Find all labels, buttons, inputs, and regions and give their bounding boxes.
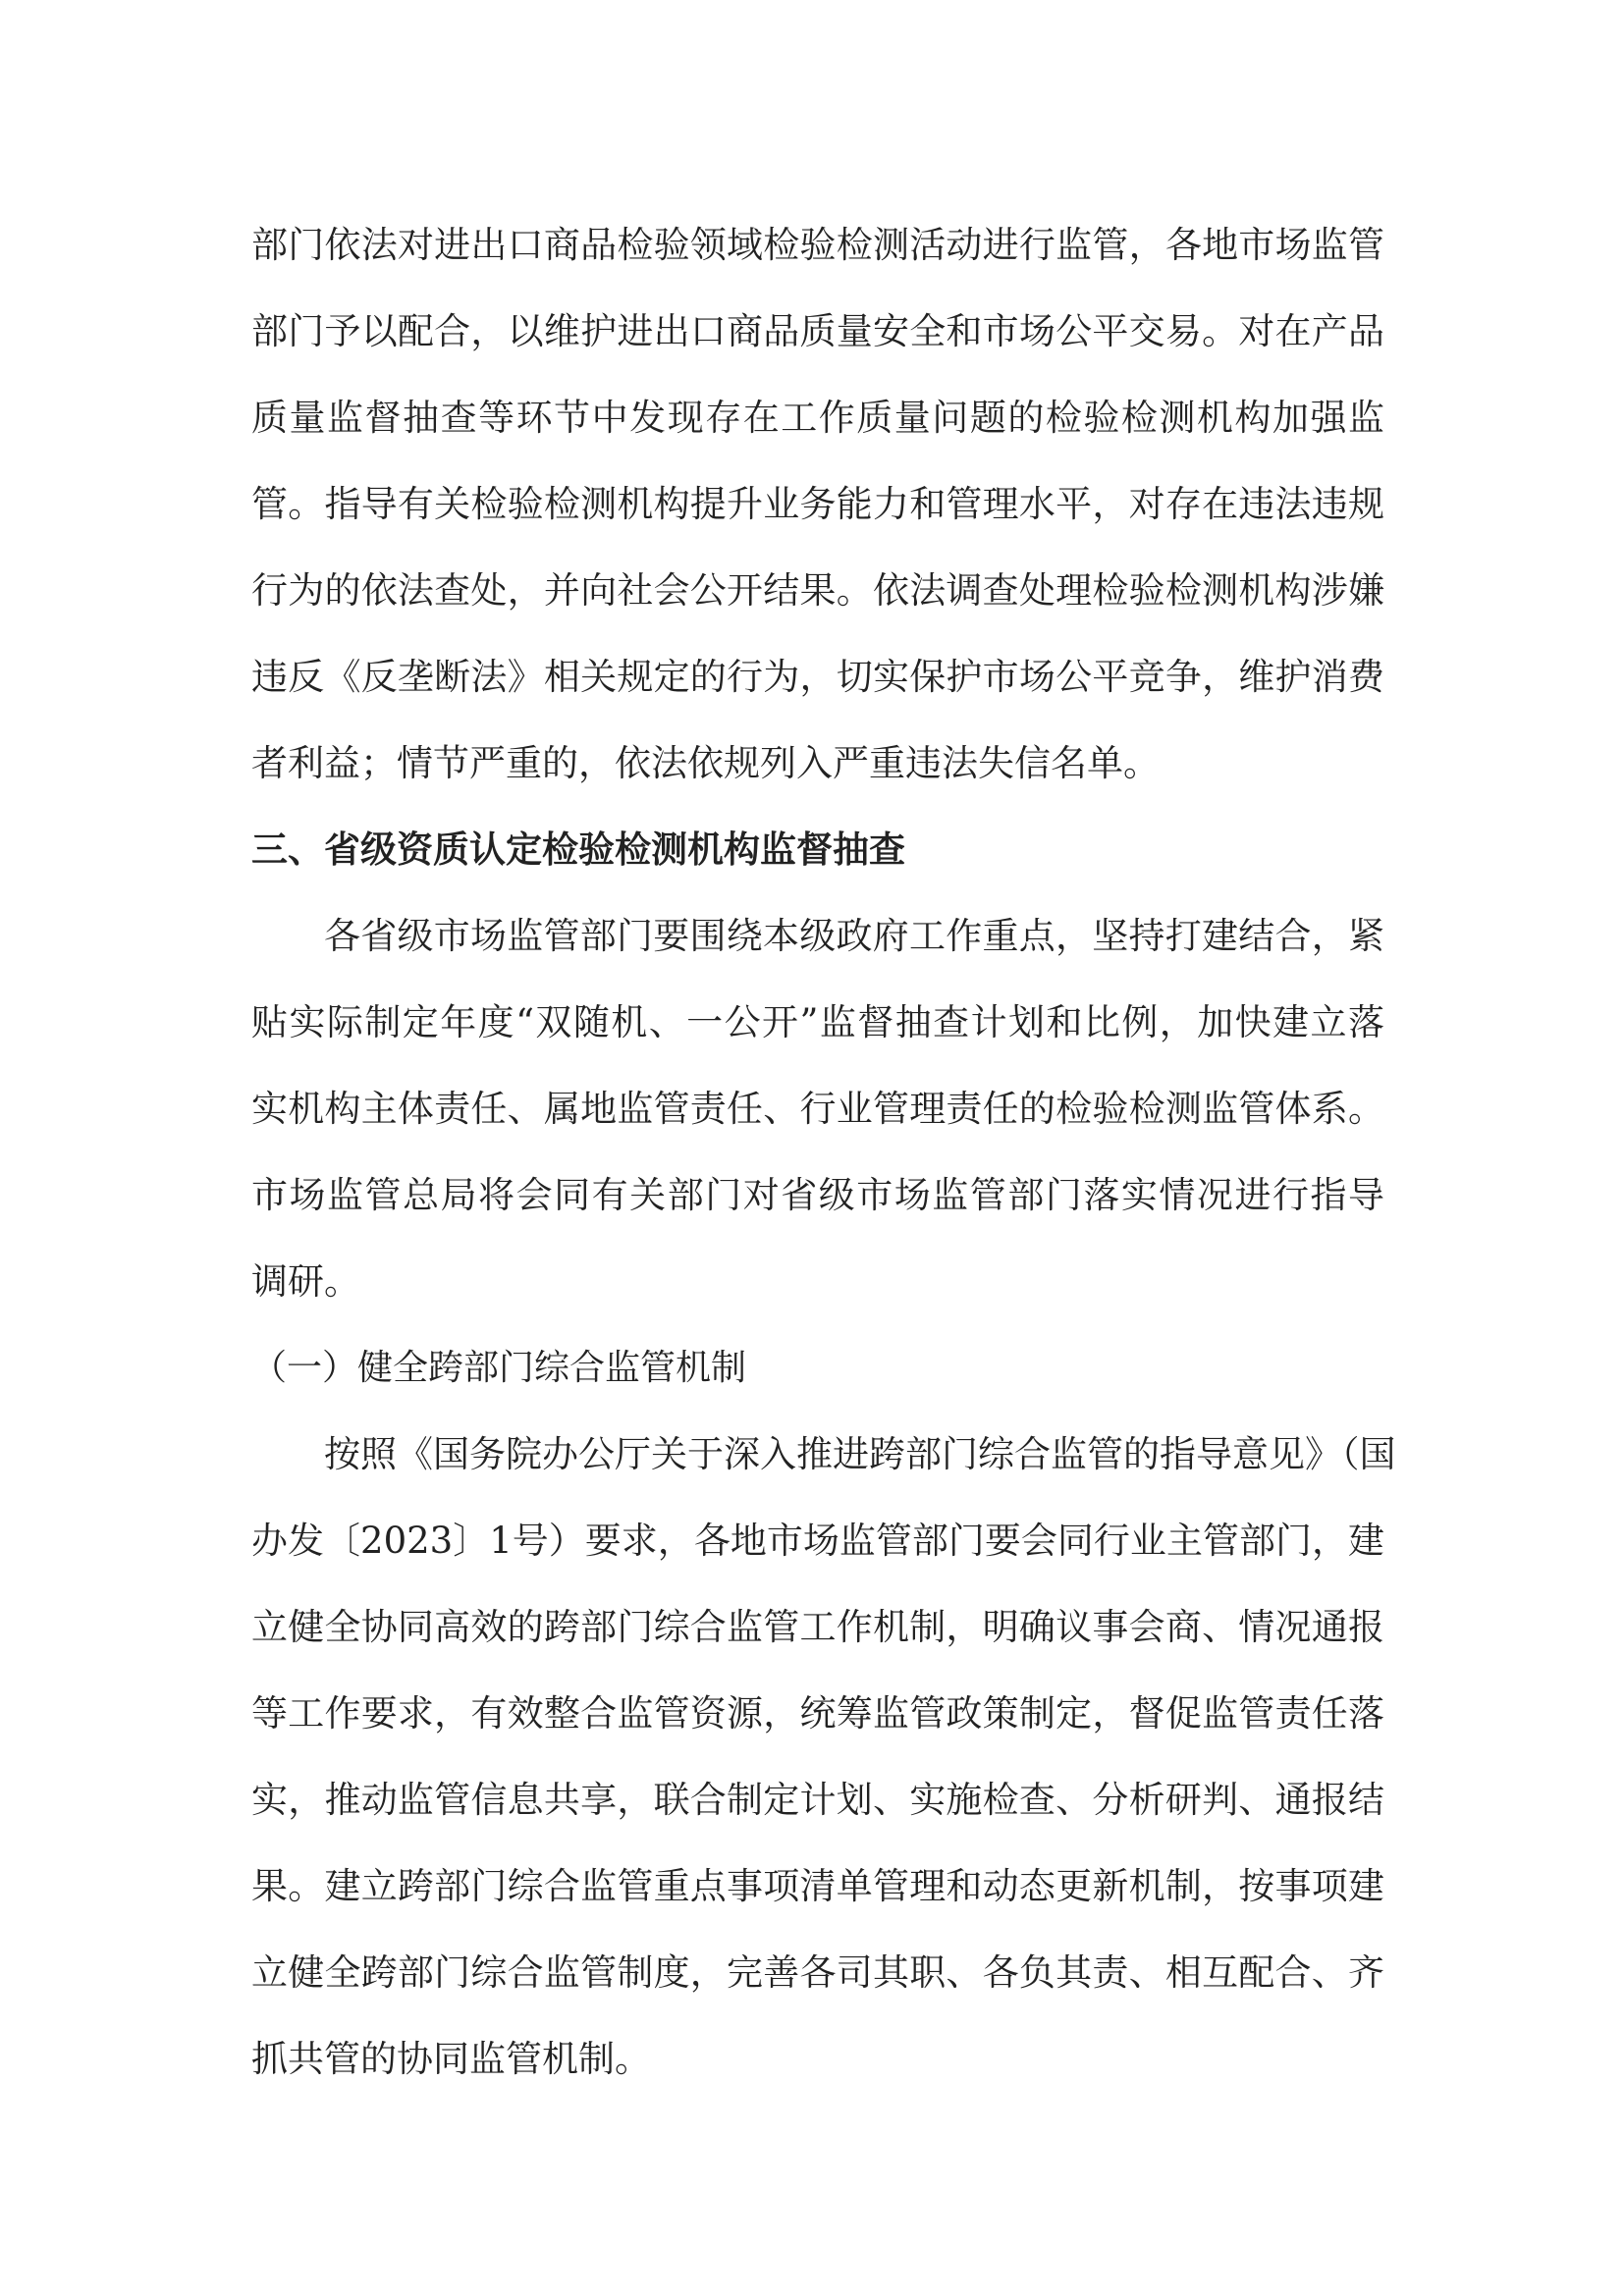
paragraph-line: 按照《国务院办公厅关于深入推进跨部门综合监管的指导意见》（国 <box>324 1433 1396 1475</box>
paragraph-line: 违反《反垄断法》相关规定的行为，切实保护市场公平竞争，维护消费 <box>251 656 1384 698</box>
paragraph-line: 调研。 <box>251 1260 360 1303</box>
paragraph-line: 果。建立跨部门综合监管重点事项清单管理和动态更新机制，按事项建 <box>251 1865 1384 1907</box>
paragraph-provincial-inspection <box>251 893 1384 1325</box>
subsection-heading-1: （一）健全跨部门综合监管机制 <box>251 1348 747 1388</box>
paragraph-line: 抓共管的协同监管机制。 <box>251 2038 651 2080</box>
paragraph-line: 市场监管总局将会同有关部门对省级市场监管部门落实情况进行指导 <box>251 1174 1384 1216</box>
paragraph-supervision-import-export <box>251 202 1384 807</box>
paragraph-line: 贴实际制定年度“双随机、一公开”监督抽查计划和比例，加快建立落 <box>251 1001 1384 1043</box>
paragraph-line: 质量监督抽查等环节中发现存在工作质量问题的检验检测机构加强监 <box>251 397 1384 439</box>
section-heading-3: 三、省级资质认定检验检测机构监督抽查 <box>251 828 905 871</box>
paragraph-line: 部门予以配合，以维护进出口商品质量安全和市场公平交易。对在产品 <box>251 310 1384 352</box>
paragraph-line: 行为的依法查处，并向社会公开结果。依法调查处理检验检测机构涉嫌 <box>251 569 1384 612</box>
paragraph-line: 立健全协同高效的跨部门综合监管工作机制，明确议事会商、情况通报 <box>251 1606 1384 1648</box>
paragraph-line: 办发〔2023〕1号）要求，各地市场监管部门要会同行业主管部门，建 <box>251 1520 1384 1562</box>
paragraph-line: 等工作要求，有效整合监管资源，统筹监管政策制定，督促监管责任落 <box>251 1692 1384 1735</box>
paragraph-line: 实，推动监管信息共享，联合制定计划、实施检查、分析研判、通报结 <box>251 1779 1384 1821</box>
paragraph-line: 各省级市场监管部门要围绕本级政府工作重点，坚持打建结合，紧 <box>324 915 1384 957</box>
paragraph-line: 部门依法对进出口商品检验领域检验检测活动进行监管，各地市场监管 <box>251 224 1384 266</box>
paragraph-line: 者利益；情节严重的，依法依规列入严重违法失信名单。 <box>251 742 1160 784</box>
paragraph-cross-department-mechanism <box>251 1412 1396 2103</box>
document-body <box>251 202 1396 2103</box>
paragraph-line: 管。指导有关检验检测机构提升业务能力和管理水平，对存在违法违规 <box>251 483 1384 525</box>
paragraph-line: 立健全跨部门综合监管制度，完善各司其职、各负其责、相互配合、齐 <box>251 1951 1384 1994</box>
paragraph-line: 实机构主体责任、属地监管责任、行业管理责任的检验检测监管体系。 <box>251 1088 1384 1130</box>
